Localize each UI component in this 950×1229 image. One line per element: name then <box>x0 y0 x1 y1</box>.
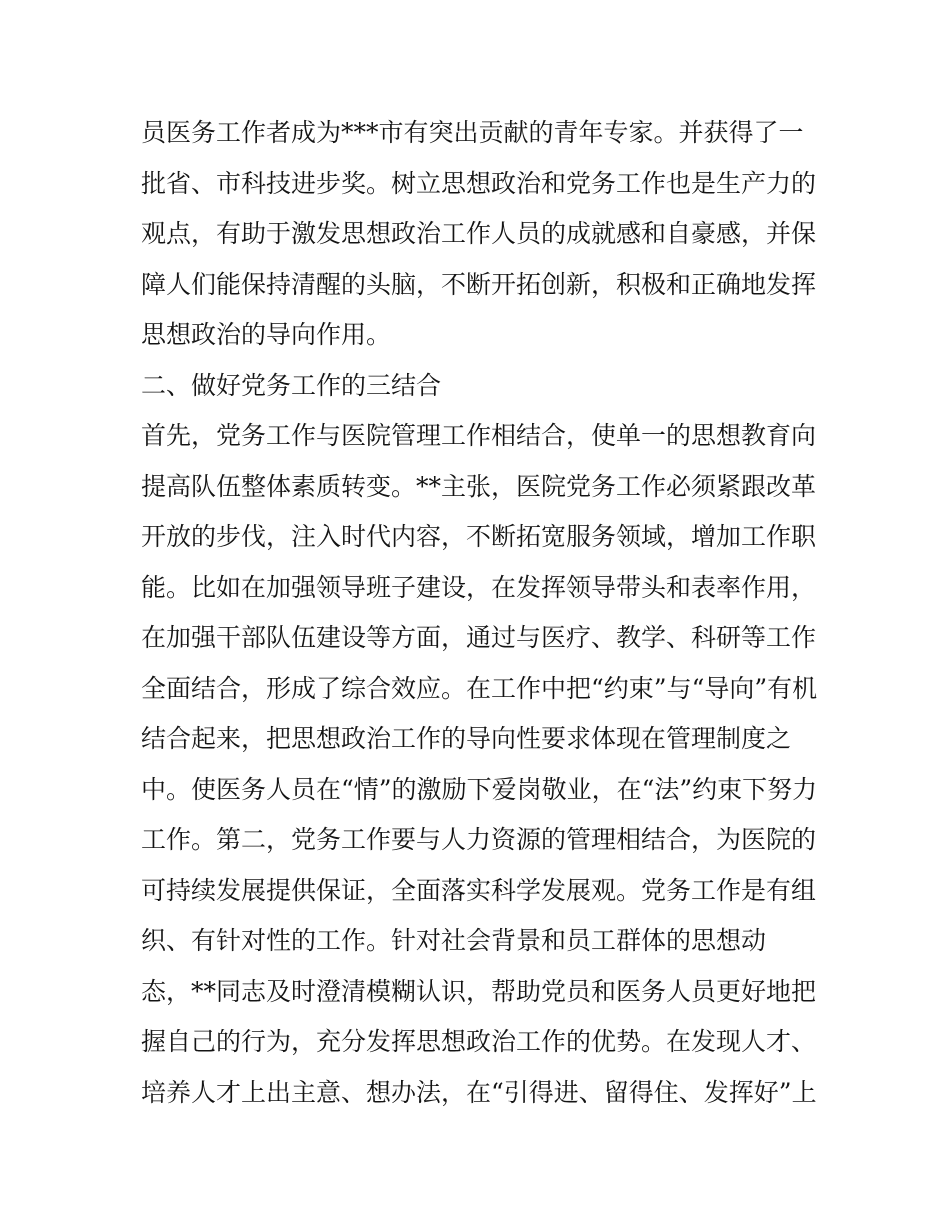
text-line: 培养人才上出主意、想办法，在“引得进、留得住、发挥好”上 <box>141 1077 817 1107</box>
text-line: 首先，党务工作与医院管理工作相结合，使单一的思想教育向 <box>141 421 817 450</box>
body-text <box>141 108 821 1118</box>
text-line: 握自己的行为，充分发挥思想政治工作的优势。在发现人才、 <box>141 1027 817 1056</box>
text-line: 观点，有助于激发思想政治工作人员的成就感和自豪感，并保 <box>141 219 817 248</box>
text-line: 中。使医务人员在“情”的激励下爱岗敬业，在“法”约束下努力 <box>141 774 818 804</box>
text-line: 可持续发展提供保证，全面落实科学发展观。党务工作是有组 <box>141 875 817 905</box>
text-line: 在加强干部队伍建设等方面，通过与医疗、教学、科研等工作 <box>141 623 817 652</box>
text-line: 思想政治的导向作用。 <box>141 320 392 349</box>
text-line: 工作。第二，党务工作要与人力资源的管理相结合，为医院的 <box>141 825 817 854</box>
text-line: 提高队伍整体素质转变。**主张，医院党务工作必须紧跟改革 <box>141 471 817 501</box>
text-line: 能。比如在加强领导班子建设，在发挥领导带头和表率作用， <box>141 572 817 602</box>
text-line: 员医务工作者成为***市有突出贡献的青年专家。并获得了一 <box>141 118 804 147</box>
text-line: 结合起来，把思想政治工作的导向性要求体现在管理制度之 <box>141 724 792 753</box>
text-line: 态，**同志及时澄清模糊认识，帮助党员和医务人员更好地把 <box>141 976 817 1006</box>
text-line: 批省、市科技进步奖。树立思想政治和党务工作也是生产力的 <box>141 168 817 198</box>
section-heading: 二、做好党务工作的三结合 <box>141 370 442 400</box>
text-line: 障人们能保持清醒的头脑，不断开拓创新，积极和正确地发挥 <box>141 269 817 299</box>
text-line: 开放的步伐，注入时代内容，不断拓宽服务领域，增加工作职 <box>141 522 817 551</box>
text-line: 织、有针对性的工作。针对社会背景和员工群体的思想动 <box>141 926 767 955</box>
text-line: 全面结合，形成了综合效应。在工作中把“约束”与“导向”有机 <box>141 673 818 703</box>
